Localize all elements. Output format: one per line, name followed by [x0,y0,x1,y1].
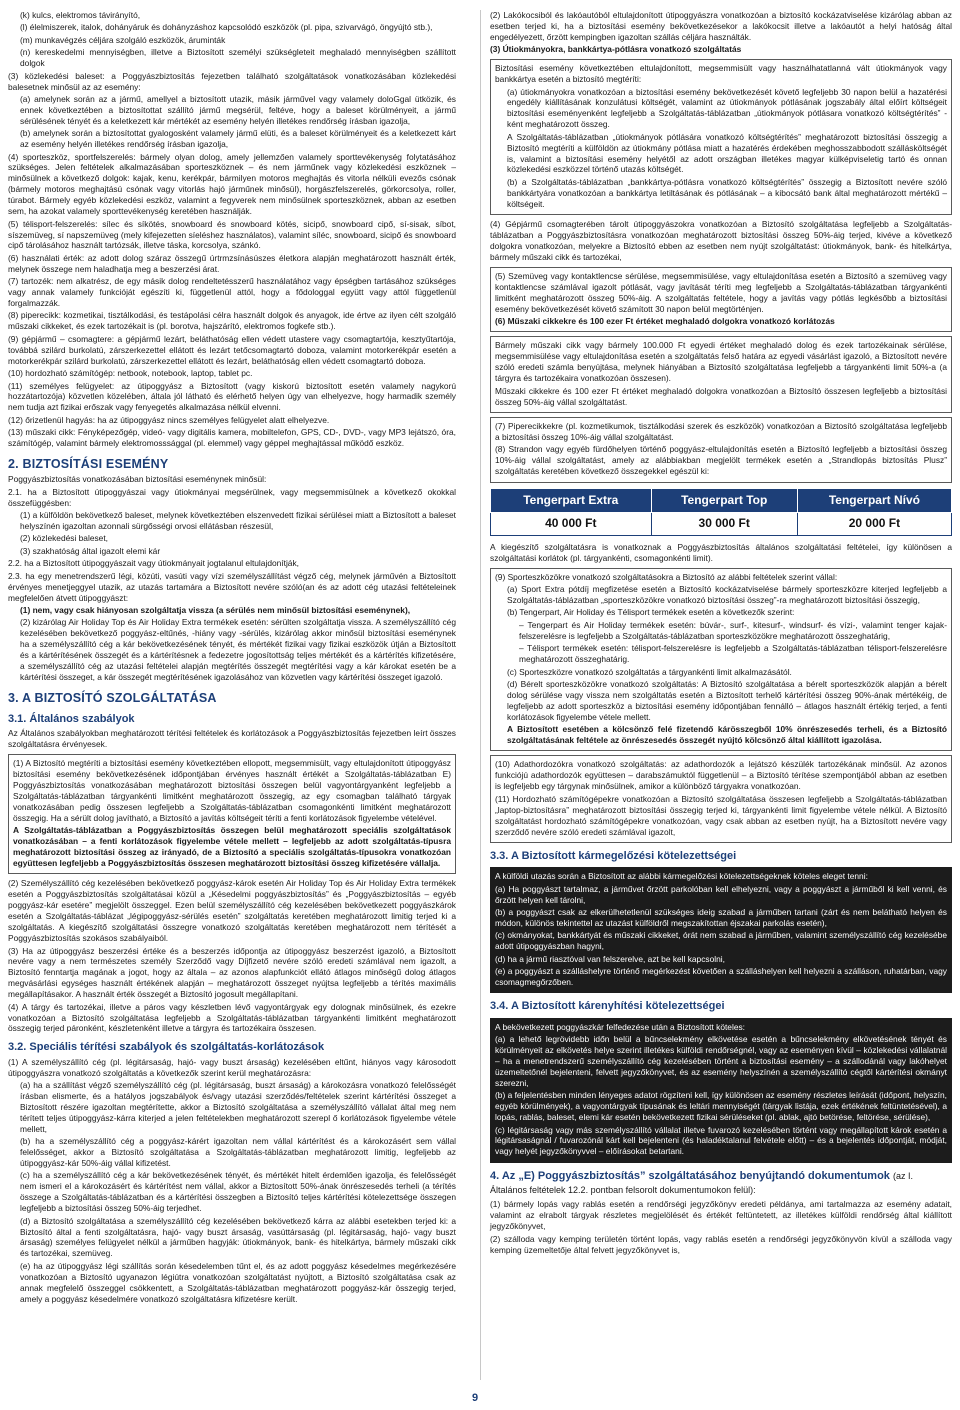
sports-box [490,568,952,752]
definition-item: (12) őrizetlenül hagyás: ha az útipoggyász nincs személyes felügyelet alatt elhelyezve. [8,414,330,425]
section-4-title-text: 4. Az „E) Poggyászbiztosítás” szolgáltatásához benyújtandó dokumentumok [490,1169,890,1182]
box-para: Biztosítási esemény következtében eltulajdonított, megsemmisült vagy használhatatlanná vált útiokmányok vagy bankkártya esetén a biztosító megtéríti: [495,63,947,85]
definitions-list [8,10,456,449]
box-para: (e) a poggyászt a szálláshelyre történő megérkezést követően a szálláshelyen kell helyezni a szálláson, ruhatárban, vagy csomagmegőrzőben. [495,966,947,988]
section-2-item: (2) közlekedési baleset, [20,533,108,544]
definition-item: (7) tartozék: nem alkatrész, de egy másik dolog rendeltetésszerű használatához vagy épségben tartásához szükséges vagy annak valamely funkcióját egészíti ki, függetlenül attól, hogy a fődologgal együtt vagy attól függetlenül forgalmazzák. [8,276,456,309]
prevention-box [490,867,952,993]
documents-box [490,59,952,215]
box-para: (8) Strandon vagy egyéb fürdőhelyen történő poggyász-eltulajdonítás esetén a Biztosító legfeljebb a biztosítási összeg 10%-áig vállal szolgáltatást, amely az alábbiakban megjelölt termékek esetén a „Strandlopás biztosítás Plusz” szolgáltatás keretében következő összegekkel egészül ki: [495,444,947,477]
definition-item: (10) hordozható számítógép: netbook, notebook, laptop, tablet pc. [8,368,253,379]
section-3-2-title: 3.2. Speciális térítési szabályok és szolgáltatás-korlátozások [8,1041,325,1054]
section-3-2-para: (b) ha a személyszállító cég a poggyász-kárért igazoltan nem vállal kártérítést és a károkozásért sem vállal felelősséget, akkor a Biztosító szolgáltatása a Szolgáltatás-táblázatban meghatározott limitig, legfeljebb az útipoggyász-kár 50%-áig vállal kifizetést. [20,1136,456,1168]
section-2-intro: Poggyászbiztosítás vonatkozásában biztosítási eseménynek minősül: [8,474,267,485]
definition-item: (8) piperecikk: kozmetikai, tisztálkodási, és testápolási célra használt dolgok és anyagok, ide értve az ilyen célt szolgáló műszaki cikkeket, és ezek tartozékait is (pl. borotva, hajszárító, elektromos fogkefe stb.). [8,310,456,332]
section-2-item: 2.1. ha a Biztosított útipoggyászai vagy útiokmányai megsérülnek, vagy megsemmisülnek a következő okokkal összefüggésben: [8,486,456,508]
definition-item: (4) sporteszköz, sportfelszerelés: bármely olyan dolog, amely jellemzően valamely sporttevékenység folytatásához szükséges. Jelen feltételek alkalmazásában sporteszköznek – és nem járműnek vagy közlekedési eszköznek – minősülnek a következő dolgok: kajak, kenu, kerékpár, bármilyen motoros meghajtás és vitorla nélküli evezős csónak (bármely motoros meghajtású csónak vagy vitorlás hajó járműnek minősül), horgászfelszerelés, görkorcsolya, roller, túrabot. Bármely egyéb közlekedési eszköz, valamint a fegyverek nem minősülnek sporteszköznek, abban az esetben sem, ha azokat valamely sporttevékenység keretében használják. [8,151,456,217]
right-para: (2) Lakókocsiból és lakóautóból eltulajdonított útipoggyászra vonatkozóan a biztosító kockázatviselése kizárólag abban az esetben terjed ki, ha a biztosítási esemény bekövetkezésekor a lakókocsit illetve a lakóautót a helyi hatóság által engedélyezett, őrzött kempingben igazoltan szállás céljára használták. [490,10,952,42]
box-para: (5) Szemüveg vagy kontaktlencse sérülése, megsemmisülése, vagy eltulajdonítása esetén a Biztosító a szemüveg vagy kontaktlencse számlával igazolt pótlását, vagy javítását téríti meg legfeljebb a Szolgáltatás-táblázatban tárgyankénti limitként meghatározott összeg 50%-áig. A szolgáltatás feltétele, hogy a javítás vagy pótlás legkésőbb a biztosítási esemény bekövetkezését követő számított 30 napon belül megtörténjen. [495,270,947,314]
box-para: A Biztosított esetében a kölcsönző felé fizetendő kárösszegből 10% önrészesedés terheli, és a Biztosító szolgáltatásának feltétele az önrészesedés összegét nyújtó kölcsönző által kiállított igazolása. [507,724,947,746]
section-3-title: 3. A BIZTOSÍTÓ SZOLGÁLTATÁSA [8,690,217,705]
definition-item: (l) élelmiszerek, italok, dohányáruk és dohányzáshoz kapcsolódó eszközök (pl. pipa, szivarvágó, öngyújtó stb.), [20,22,433,33]
definition-item: (9) gépjármű – csomagtere: a gépjármű lezárt, beláthatóság ellen védett utastere vagy csomagtartója, kesztyűtartója, továbbá szilárd burkolatú, zárszerkezettel ellátott és lezárt tetőcsomagtartó doboza, valamint motorkerékpár esetén a motorkerékpár szilárd burkolatú, zárszerkezettel ellátott és lezárt, beláthatóság ellen védett csomagtartó doboza. [8,333,456,366]
mitigation-box [490,1018,952,1163]
rules-box [8,754,456,874]
section-4-item: (2) szálloda vagy kemping területén történt lopás, vagy rablás esetén a rendőrségi jegyzőkönyvön kívül a szálloda vagy kemping üzemeltetője által felvett jegyzőkönyvet is, [490,1233,952,1255]
column-divider [480,10,481,1380]
right-column [490,10,952,1257]
right-para: A kiegészítő szolgáltatásra is vonatkoznak a Poggyászbiztosítás általános szolgáltatási feltételei, így különösen a szolgáltatási korlátok (pl. tárgyankénti, csomagonkénti limit). [490,541,952,563]
table-cell: 30 000 Ft [651,513,797,536]
box-para: (a) a lehető legrövidebb időn belül a bűncselekmény elkövetése esetén a bűncselekmény elkövetésének tényét és körülményeit az elkövetés helye szerint illetékes külföldi rendőrségnél, vagy az eseményen kívül – közlekedési vállalatnál – ha a menetrendszerű személyszállító cég kezelésében történt a biztosítási esemény – a szállodánál vagy lakóhelyet üzemeltetőnél bejelenteni, felvett jegyzőkönyvet, és az esemény helyszínén a személyszállító cégtől kártérítési okmányt szerezni, [495,1034,947,1088]
definition-item: (11) személyes felügyelet: az útipoggyász a Biztosított (vagy kiskorú biztosított esetén valamely nagykorú hozzátartozója) közvetlen közelében, általa jól látható és elérhető helyen úgy van elhelyezve, hogy harmadik személy nem tudja azt fizikai erőszak vagy fenyegetés alkalmazása nélkül elvenni. [8,380,456,413]
box-para: Műszaki cikkekre és 100 ezer Ft értéket meghaladó dolgokra vonatkozóan a Biztosító összesen legfeljebb a biztosítási összeg 50%-áig vállal szolgáltatást. [495,385,947,407]
section-2-item: 2.2. ha a Biztosított útipoggyászait vagy útiokmányait jogtalanul eltulajdonítják, [8,558,299,569]
section-3-2-para: (d) a Biztosító szolgáltatása a személyszállító cég kezelésében bekövetkező kárra az alábbi esetekben terjed ki: a Biztosító által a fenti szolgáltatásra, hajó- vagy buszt ársaság, vasúttársaság (pl. légitársaság, hajó- vagy buszt ársaság) személyes felügyelet nélkül a járműben hagyják: útiokmányok, bank- és hitelkártya, bármely műszaki cikk és tartozékai, szemüveg. [20,1215,456,1259]
box-para: (11) Hordozható számítógépekre vonatkozóan a Biztosító szolgáltatása összesen legfeljebb a Szolgáltatás-táblázatban „laptop-biztosításra” meghatározott biztosítási összegig terjed ki, tárgyankénti limit figyelembe vétele nélkül. A Biztosító szolgáltatást hordozható számítógépekre vonatkozóan, vagy csak abban az esetben nyújt, ha a Biztosított nevére vagy szerződő nevére szóló eredeti számlával igazolt, [495,793,947,837]
box-para: (7) Piperecikkekre (pl. kozmetikumok, tisztálkodási szerek és eszközök) vonatkozóan a Biztosító szolgáltatása legfeljebb a biztosítási összeg 10%-áig vállal szolgáltatást. [495,421,947,442]
box-para: A külföldi utazás során a Biztosított az alábbi kármegelőzési kötelezettségeknek köteles eleget tenni: [495,871,868,882]
box-para: (c) Sporteszközre vonatkozó szolgáltatás a tárgyankénti limit alkalmazásától. [507,666,792,677]
definition-item: (k) kulcs, elektromos távirányító, [20,10,141,20]
section-3-4-title: 3.4. A Biztosított kárenyhítési kötelezettségei [490,1000,725,1013]
section-3-2-para: (1) A személyszállító cég (pl. légitársaság, hajó- vagy buszt ársaság) kezelésében eltűnt, hiányos vagy károsodott útipoggyászra vonatkozó szolgáltatás a következők szerint kerül meghatározásra: [8,1056,456,1078]
right-para: (4) Gépjármű csomagterében tárolt útipoggyászokra vonatkozóan a Biztosító szolgáltatása legfeljebb a Szolgáltatás-táblázatban a Poggyászbiztosításra vonatkozóan meghatározott biztosítási összeg 50%-áig terjed, kivéve a következő dolgokra vonatkozóan, melyekre a Biztosító ebben az esetben nem nyújt szolgáltatást: útiokmányok, bank- és hitelkártya, bármely műszaki cikk és tartozékai, [490,219,952,262]
definition-item: (m) munkavégzés céljára szolgáló eszközök, áruminták [20,34,226,45]
page-number: 9 [472,1392,479,1404]
section-2-item: 2.3. ha egy menetrendszerű légi, közúti, vasúti vagy vízi személyszállítást végző cég, melynek járművén a Biztosított érvényes menetjeggyel utazik, az utazás tartamára a Biztosított nevére szóló(an és az adott cég utazási feltételeinek megfelelően átvett útipoggyászt: [8,570,456,603]
section-4-item: (1) bármely lopás vagy rablás esetén a rendőrségi jegyzőkönyv eredeti példánya, ami tartalmazza az esemény adatait, valamint az elrabolt tárgyak részletes megjelölését és értékét feltüntetett, az illetékes külföldi rendőrség által kiállított jegyzőkönyvet, [490,1199,952,1232]
box-para: (d) Bérelt sporteszközökre vonatkozó szolgáltatás: A Biztosító szolgáltatása a bérelt sporteszközök alapján a bérelt dolog sérülése vagy vissza nem szolgáltatás esetén a Biztosított terhelő kártérítési összeg 90%-ának mértékéig, de legfeljebb az adott sporteszköz a biztosítási esemény időpontjában fennálló – átlagos használt értékig terjed, a fenti korlátozások figyelembe vétele mellett. [507,678,947,722]
table-header: Tengerpart Nívó [797,488,951,513]
section-3-1-para: (1) A Biztosító megtéríti a biztosítási esemény következtében ellopott, megsemmisült, vagy eltulajdonított útipoggyász biztosítási esemény bekövetkezésének időpontjában érvényes használt értékét a Szolgáltatás-táblázatban E) Poggyászbiztosítás vonatkozásában meghatározott biztosítási összegen belül vagyontárgyanként legfeljebb a Szolgáltatás-táblázatban tárgyankénti limitként meghatározott összegig, az egy csomagban található tárgyak vonatkozásában pedig összesen legfeljebb a Szolgáltatás-táblázatban csomagonkénti limitként meghatározott összegig. Ha a sérült dolog javítható, a Biztosító a javítás költségeit téríti a fenti korlátozások figyelembe vételével. [13,758,451,823]
box-para: (b) Tengerpart, Air Holiday és Télisport termékek esetén a következők szerint: [507,607,795,618]
definition-item: (13) műszaki cikk: Fényképezőgép, videó- vagy digitális kamera, mobiltelefon, GPS, CD-, DVD-, vagy MP3 lejátszó, óra, számítógép, valamint bármely elektromosssággal (pl. elemmel) vagy géppel meghajtással működő eszköz. [8,427,456,449]
section-2-item: (2) kizárólag Air Holiday Top és Air Holiday Extra termékek esetén: sérülten szolgáltatja vissza. A személyszállító cég kezelésében bekövetkező poggyász-eltűnés, -hiány vagy -sérülés, kizárólag akkor minősül biztosítási eseménynek ha a személyszállító cég a kár bekövetkezésének tényét, és mértékét fizikai vagy fizikai eszközök útján a Biztosított és a kártérítésének összegét és a kártérítésnek a fedezetre jogosítottság teljes mértékét és a kártérítés kifizetésére, a személyszállító cég az utazási feltételei alapján megtérítés összegét megtérítési vagy a kár károkat esetén be a kártérítési összeget, a kár összegét megtérítésének igazolásához van közvetlen vagy kártérítési összeget igazoló. [20,617,456,682]
section-3-1-para: Az Általános szabályokban meghatározott térítési feltételek és korlátozások a Poggyászbiztosítás fejezetben leírt összes szolgáltatásra érvényesek. [8,728,456,750]
section-3-1-para: A Szolgáltatás-táblázatban a Poggyászbiztosítás összegen belül meghatározott speciális szolgáltatások vonatkozásában – a fenti korlátozások figyelembe vétele mellett – legfeljebb az adott szolgáltatás-típusra meghatározott biztosítási összeg az irányadó, de a Biztosító a speciális szolgáltatás-típusokra vonatkozóan együttesen legfeljebb a Poggyászbiztosítás összesen meghatározott biztosítási összeg kifizetésére vállalja. [13,825,451,869]
right-para: (3) Útiokmányokra, bankkártya-pótlásra vonatkozó szolgáltatás [490,44,742,55]
box-para: (6) Műszaki cikkekre és 100 ezer Ft értéket meghaladó dolgokra vonatkozó korlátozás [495,316,835,327]
section-3-2-para: (a) ha a szállítást végző személyszállító cég (pl. légitársaság, buszt ársaság) a károkozásra vonatkozó felelősségét írásban elismerte, és a hatályos jogszabályok és/vagy utazási szerződés/feltételek szerint kártérítési összeget a Biztosított részére igazoltan megtérítette, akkor a Biztosító szolgáltatása a személyszállító vállalat által meg nem térített teljes útipoggyász-kárra kiterjed a jelen feltételekben meghatározott szerepl ő korlátozások figyelembe vétele mellett, [20,1080,456,1134]
section-3-2-para: (c) ha a személyszállító cég a kár bekövetkezésének tényét, és mértékét hitelt érdemlően igazolja, és felelősségét nem ismeri el a károkozásért és kártérítést nem vállal, akkor a Biztosított 50%-ának önrészesedés terheli (a térítés összege a Szolgáltatás-táblázatban és a kártérítési összegben a Biztosító teljes kártérítési kötelezettsége összegen legfeljebb a biztosítási összeg 50%-áig terjedhet. [20,1170,456,1214]
box-para: (c) légitársaság vagy más személyszállító vállalat illetve fuvarozó kezelésében történt vagy megállapított károk esetén a légitársaságnál / fuvarozónál kárt kell bejelenteni (és haladéktalanul felvétele előtt) – és a bejelentés időpontját, módját, vagy helyét jegyzőkönyvvel – előírásokat betartani. [495,1124,947,1157]
box-para: – Télisport termékek esetén: télisport-felszerelésre is legfeljebb a Szolgáltatás-táblázatban télisport-felszerelésre meghatározott összeghatárig. [519,643,947,665]
box-para: A bekövetkezett poggyászkár felfedezése után a Biztosított köteles: [495,1021,746,1032]
section-2-item: (3) szakhatóság által igazolt elemi kár [20,545,161,556]
section-2-item: (1) nem, vagy csak hiányosan szolgáltatja vissza (a sérülés nem minősül biztosítási eseménynek), [20,604,411,615]
box-para: (b) a poggyászt csak az elkerülhetetlenül szükséges ideig szabad a járműben tartani (zárt és nem belátható helyen és módon, különös tekintettel az utazást külföldről megszakítottan éjszakai parkolás esetén), [495,906,947,928]
definition-item: (3) közlekedési baleset: a Poggyászbiztosítás fejezetben található szolgáltatások vonatkozásában közlekedési balesetnek minősül az az esemény: [8,70,456,92]
box-para: (b) a Szolgáltatás-táblázatban „bankkártya-pótlásra vonatkozó költségtérítés” összegig a Biztosított nevére szóló bankkártyára vonatkozóan a bankkártya letiltásának és pótlásának – a kibocsátó bank által meghatározott mértékű – költségeit. [507,176,947,209]
box-para: (a) Ha poggyászt tartalmaz, a járművet őrzött parkolóban kell elhelyezni, vagy a poggyászt a járműből ki kell venni, és őrzött helyen kell tárolni, [495,883,947,905]
laptop-box [490,755,952,842]
box-para: (10) Adathordozókra vonatkozó szolgáltatás: az adathordozók a lejátszó készülék tartozékának minősül. Az azonos funkciójú adathordozók együttesen – darabszámuktól függetlenül – a Biztosító térítése szempontjából abban az esetben is legfeljebb egy tárgynak minősülnek, amikor a különböző tárgyakra vonatkozóan. [495,759,947,792]
section-4-title [490,1169,952,1198]
table-cell: 40 000 Ft [491,513,652,536]
definition-item: (6) használati érték: az adott dolog száraz összegű úrtrmzsínásúszes életkora alapján meghatározott használt érték, melynek összege nem haladhatja meg a beszerzési árat. [8,252,456,274]
section-4-subtitle: (az I. Általános feltételek 12.2. pontban felsorolt dokumentumokon felül): [490,1170,914,1196]
definition-item: (a) amelynek során az a jármű, amellyel a biztosított utazik, másik járművel vagy valamely doloGgal ütközik, és ennek következtében a biztosítottat szállító jármű megsérül, feltéve, hogy a baleset körülményeit, a jármű sérülésének tényét és a keletkezett kár mértékét az esemény helyén illetékes rendőrség írásban igazolja, [20,93,456,126]
section-3-1-para: (3) Ha az útipoggyász beszerzési értéke és a beszerzés időpontja az útipoggyász beszerzést igazoló, a Biztosított nevére vagy a nem természetes személy Szerződő vagy Díjfizető nevére szóló eredeti számlával nem igazolt, a Biztosító fenntartja magának a jogot, hogy az általa – az azonos alapfunkciót ellátó átlagos minőségű dolog átlagos megvásárlási egységes használt értékének alapján – meghatározott összeget nyújtsa legfeljebb a térítés maximális megállapításakor. A használt érték összegét a Biztosító jogosult megállapítani. [8,945,456,1000]
box-para: (a) Sport Extra pótdíj megfizetése esetén a Biztosító kockázatviselése bármely sporteszközre kiterjed legfeljebb a Szolgáltatás-táblázatban „sporteszközökre vonatkozó biztosítási összeg”-ra meghatározott biztosítási összegig, [507,584,947,605]
box-para: (c) okmányokat, bankkártyát és műszaki cikkeket, órát nem szabad a járműben, valamint személyszállító cég kezelésébe adott útipoggyászban hagyni, [495,930,947,952]
table-cell: 20 000 Ft [797,513,951,536]
section-2-item: (1) a külföldön bekövetkező baleset, melynek következtében elszenvedett fizikai sérülései miatt a Biztosított a baleset helyszínén igazoltan azonnali sürgősségi orvosi ellátásban részesül, [20,510,456,531]
box-para: (a) útiokmányokra vonatkozóan a biztosítási esemény bekövetkezését követő legfeljebb 30 napon belül a hazatérési engedély kiállításának konzulátusi költségét, valamint az útiokmányok pótlásának jogszabály által előírt költségeit biztosítási eseményenként legfeljebb a Szolgáltatás-táblázatban „útiokmányok pótlásara vonatkozó költségtérítés” -ként meghatározott összeg. [507,86,947,130]
definition-item: (n) kereskedelmi mennyiségben, illetve a Biztosított személyi szükségleteit meghaladó mennyiségben szállított dolgok [20,47,456,69]
beach-theft-table [490,488,952,536]
definition-item: (5) télisport-felszerelés: sílec és síkötés, snowboard és snowboard kötés, sicipő, snowboard cipő, sí-sisak, síbot, síszemüveg, sí napszemüveg (mely kifejezetten síeléshez használatos), valamint síléc, snowboard, sicipő és snowboard cipő tárolásához használt tartózsák, illetve táska, korcsolya, szánkó. [8,218,456,251]
box-para: (b) a feljelentésben minden lényeges adatot rögzíteni kell, így különösen az esemény részletes leírását (időpont, helyszín, egyéb körülmények), a vagyontárgyak típusának és leltári mennyiségét (tárgyak listája, ezek értékének feltüntetésével), a lopás, rablás, baleset, elemi kár esetén bekövetkezett fizikai sérüléseket (pl. ablak, ajtó betörése, feltörése, sérülése), [495,1090,947,1123]
toiletries-box [490,417,952,483]
definition-item: (b) amelynek során a biztosítottat gyalogosként valamely jármű elüti, és a baleset körülményeit és a keletkezett kárt az esemény helyén illetékes rendőrség írásban igazolja, [20,128,456,150]
section-3-3-title: 3.3. A Biztosított kármegelőzési kötelezettségei [490,849,737,862]
box-para: (9) Sporteszközökre vonatkozó szolgáltatásokra a Biztosító az alábbi feltételek szerint vállal: [495,571,838,582]
box-para: A Szolgáltatás-táblázatban „útiokmányok pótlására vonatkozó költségtérítés” meghatározott biztosítási összegig a Biztosító megtéríti a külföldön az útiokmány pótlása miatt a hazatérés érdekében meghosszabbodott szállásköltségét is, valamint a biztosítási esemény helyétől az adott országban illetékes magyar külképviseletig tartó és onnan közlekedési eszközzel történő utazás költségét. [507,131,947,175]
section-2-title: 2. BIZTOSÍTÁSI ESEMÉNY [8,457,169,472]
section-3-1-title: 3.1. Általános szabályok [8,713,135,726]
box-para: Bármely műszaki cikk vagy bármely 100.000 Ft egyedi értéket meghaladó dolog és ezek tartozékainak sérülése, megsemmisülése vagy eltulajdonítása esetén a szolgáltatás felső határa az egyedi vásárlást igazoló, a Biztosított nevére szóló eredeti számla benyújtása, melynek hiányában a Biztosító szolgáltatása legfeljebb a tárgyankénti limit 50%-a (a tárgyra és tartozékaira vonatkozóan összesen). [495,340,947,384]
box-para: (d) ha a jármű riasztóval van felszerelve, azt be kell kapcsolni, [495,953,725,964]
glasses-box [490,267,952,333]
electronics-box [490,336,952,413]
section-3-1-para: (2) Személyszállító cég kezelésében bekövetkező poggyász-károk esetén Air Holiday Top és Air Holiday Extra termékek esetén a Poggyászbiztosítás szolgáltatásai közül a „Késedelmi poggyászbiztosítás” és „Poggyászbiztosítás – egyéb poggyász-kár esetére” megjelölt összeggel. Ezen belül személyszállító cég kezelésében bekövetkezett poggyászkárok esetén a Szolgáltatás-táblázat „légipoggyász-sérülés esetén” szolgáltatás keretében meghatározott limitig terjed ki a szolgáltatás. A kiegészítő szolgáltatási összegre vonatkozó szolgáltatás keretében meghatározott nem térítését a Poggyászbiztosítás szokásos szabályaiból. [8,878,456,944]
left-column [8,10,456,1306]
box-para: – Tengerpart és Air Holiday termékek esetén: búvár-, surf-, kitesurf-, windsurf- és vízi-, valamint tenger kajak-felszerelésre is legfeljebb a Szolgáltatás-táblázatban sporteszközökre meghatározott összeghatárig, [519,619,947,641]
section-3-1-para: (4) A tárgy és tartozékai, illetve a páros vagy készletben lévő vagyontárgyak egy dolognak minősülnek, és ezekre vonatkozóan a Biztosító szolgáltatása legfeljebb a Szolgáltatás-táblázatban tárgyankénti limitként meghatározott összegig terjed páronként, készletenként illetve a tárgyra és tartozékaira összesen. [8,1001,456,1034]
table-header: Tengerpart Extra [491,488,652,513]
section-3-2-para: (e) ha az útipoggyász légi szállítás során késedelemben tűnt el, és az adott poggyász késedelmes megérkezésére vonatkozóan a Biztosító ugyanazon légiútra vonatkozóan szolgáltatást nyújtott, a Biztosító szolgáltatása csak az annak megfelelő összeggel csökkentett, a Szolgáltatás-táblázatban meghatározott poggyász-kár összegig terjed, amely a poggyász késedelmére vonatkozó szolgáltatásra kifizetésre került. [20,1260,456,1304]
table-header: Tengerpart Top [651,488,797,513]
